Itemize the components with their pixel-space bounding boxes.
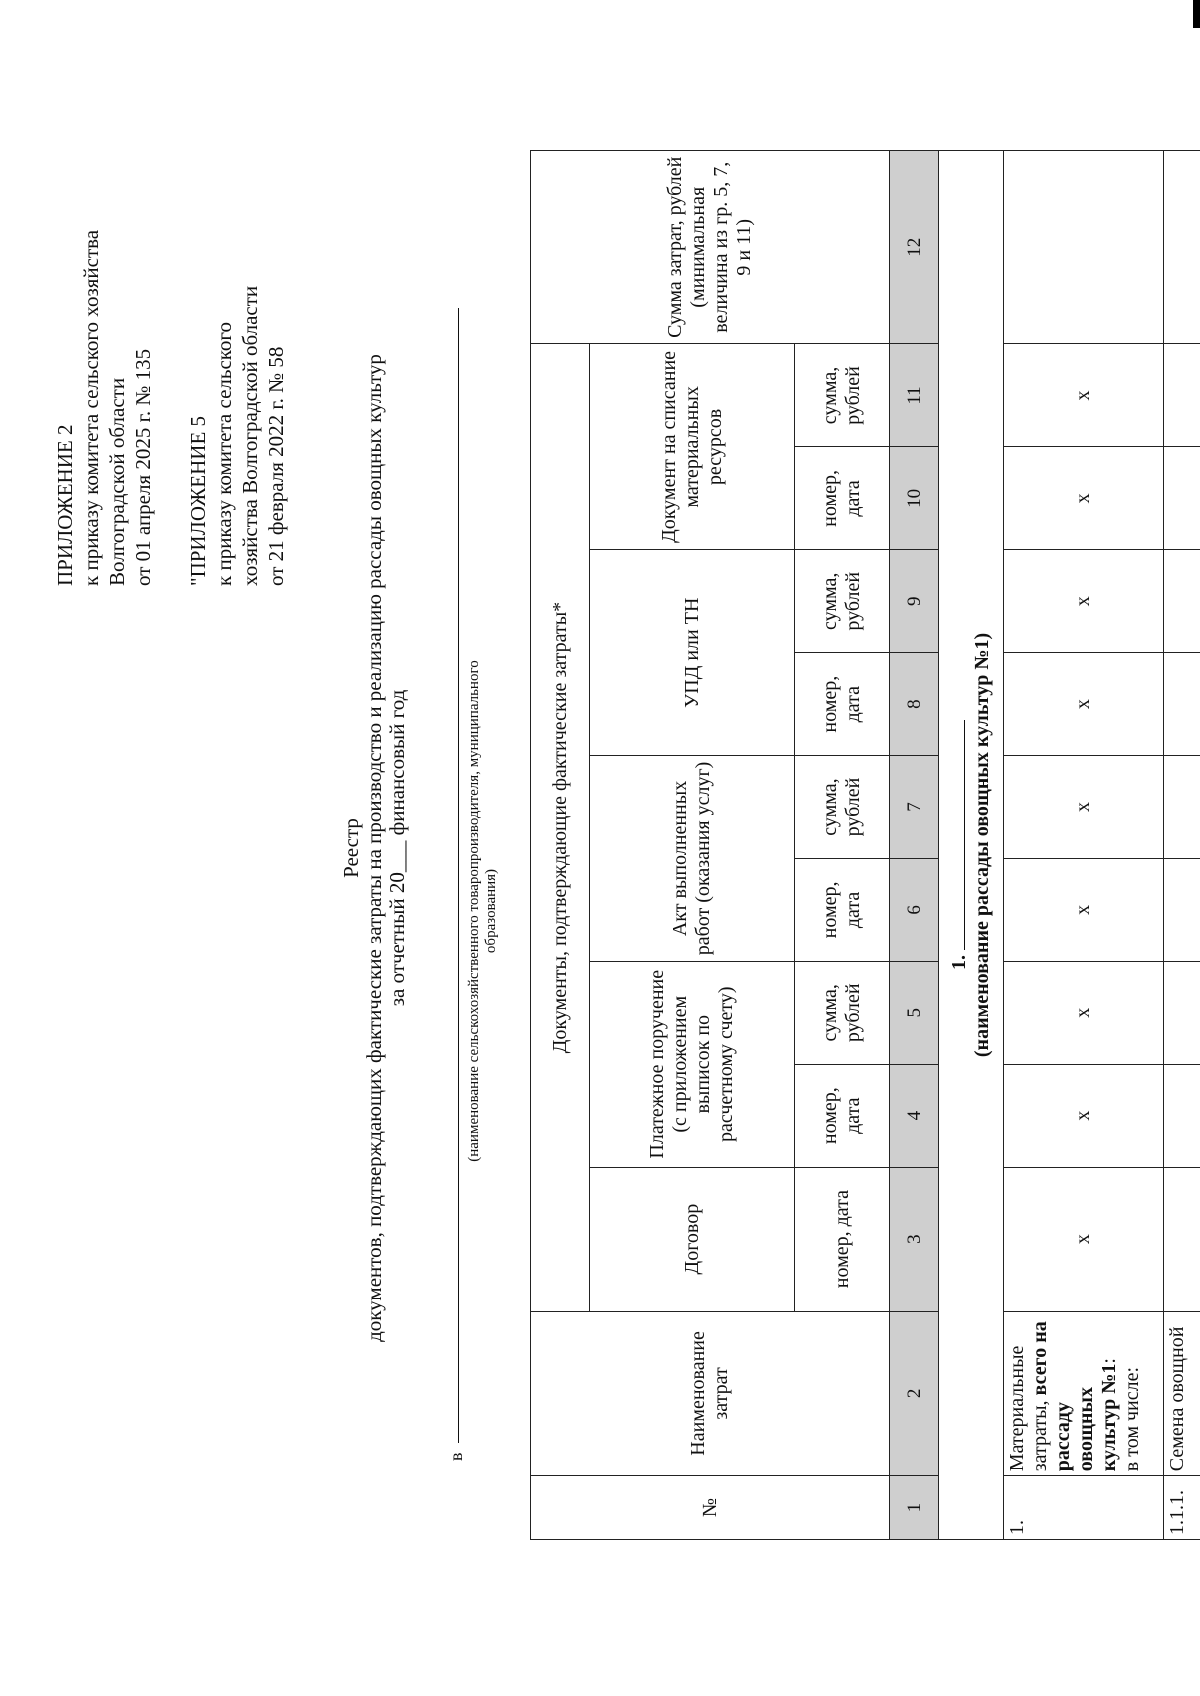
header-col-total: Сумма затрат, рублей (минимальная величина из гр. 5, 7, 9 и 11)	[531, 151, 890, 344]
section-blank-line	[948, 720, 965, 950]
subheader-act-sum: сумма, рублей	[795, 756, 890, 859]
table-cell	[1164, 151, 1200, 344]
row-number: 1.	[1004, 1476, 1164, 1540]
producer-line	[444, 301, 499, 1461]
subheader-act-number-date: номер, дата	[795, 858, 890, 961]
column-number: 9	[890, 550, 939, 653]
table-cell	[1164, 653, 1200, 756]
table-row	[1004, 151, 1164, 1540]
table-cell: x	[1004, 653, 1164, 756]
subheader-writeoff-sum: сумма, рублей	[795, 344, 890, 447]
appendix-2-line-3: от 01 апреля 2025 г. № 135	[131, 348, 155, 586]
table-cell	[1164, 550, 1200, 653]
producer-prefix: в	[446, 1452, 466, 1461]
column-number: 7	[890, 756, 939, 859]
column-number: 11	[890, 344, 939, 447]
register-table	[530, 150, 1200, 1540]
register-title: Реестр	[339, 818, 363, 878]
table-cell	[1164, 756, 1200, 859]
header-col-no: №	[531, 1476, 890, 1540]
row-name-colon: :	[1098, 1358, 1120, 1364]
row-name	[1004, 1311, 1164, 1476]
column-number: 2	[890, 1311, 939, 1476]
row-name-plain: Материальные затраты,	[1006, 1345, 1051, 1472]
table-cell	[1004, 151, 1164, 344]
column-number-row	[890, 151, 939, 1540]
table-cell	[1164, 961, 1200, 1064]
header-col-writeoff: Документ на списание материальных ресурсов	[590, 344, 795, 550]
column-number: 4	[890, 1064, 939, 1167]
header-col-payment: Платежное поручение (с приложением выписок по расчетному счету)	[590, 961, 795, 1167]
subheader-upd-sum: сумма, рублей	[795, 550, 890, 653]
appendix-5-block	[185, 286, 289, 586]
subheader-payment-number-date: номер, дата	[795, 1064, 890, 1167]
column-number: 6	[890, 858, 939, 961]
column-number: 8	[890, 653, 939, 756]
row-name: Семена овощной	[1164, 1311, 1200, 1476]
header-col-name: Наименование затрат	[531, 1311, 890, 1476]
section-heading	[939, 151, 1004, 1540]
table-cell	[1164, 858, 1200, 961]
appendix-5-line-2: хозяйства Волгоградской области	[238, 285, 262, 586]
appendix-5-title: "ПРИЛОЖЕНИЕ 5	[186, 415, 210, 586]
table-cell: x	[1004, 447, 1164, 550]
column-number: 5	[890, 961, 939, 1064]
appendix-5-line-1: к приказу комитета сельского	[212, 321, 236, 586]
row-name-bold: всего на рассаду овощных культур №1	[1029, 1321, 1120, 1472]
column-number: 1	[890, 1476, 939, 1540]
subheader-upd-number-date: номер, дата	[795, 653, 890, 756]
table-cell: x	[1004, 858, 1164, 961]
table-cell	[1164, 344, 1200, 447]
register-subtitle-1: документов, подтверждающих фактические затраты на производство и реализацию рассады овощных культур	[362, 354, 386, 1342]
subheader-writeoff-number-date: номер, дата	[795, 447, 890, 550]
column-number: 12	[890, 151, 939, 344]
appendix-5-line-3: от 21 февраля 2022 г. № 58	[264, 346, 288, 586]
table-cell	[1164, 1167, 1200, 1311]
appendix-2-block	[52, 230, 156, 586]
section-number: 1.	[948, 955, 970, 970]
table-cell: x	[1004, 550, 1164, 653]
table-cell: x	[1004, 961, 1164, 1064]
table-header-row-1	[531, 151, 590, 1540]
table-cell	[1164, 447, 1200, 550]
table-row	[1164, 151, 1200, 1540]
register-subtitle-2: за отчетный 20___ финансовый год	[385, 689, 409, 1007]
row-name-including: в том числе:	[1121, 1366, 1143, 1472]
column-number: 3	[890, 1167, 939, 1311]
table-cell: x	[1004, 756, 1164, 859]
section-caption: (наименование рассады овощных культур №1)	[971, 632, 993, 1058]
table-cell	[1164, 1064, 1200, 1167]
appendix-2-title: ПРИЛОЖЕНИЕ 2	[53, 424, 77, 586]
subheader-payment-sum: сумма, рублей	[795, 961, 890, 1064]
row-number: 1.1.1.	[1164, 1476, 1200, 1540]
producer-caption: (наименование сельскохозяйственного товаропроизводителя, муниципального образования)	[466, 660, 499, 1162]
header-col-upd: УПД или ТН	[590, 550, 795, 756]
table-cell: x	[1004, 344, 1164, 447]
appendix-2-line-2: Волгоградской области	[105, 377, 129, 586]
table-cell: x	[1004, 1167, 1164, 1311]
section-row	[939, 151, 1004, 1540]
table-cell: x	[1004, 1064, 1164, 1167]
column-number: 10	[890, 447, 939, 550]
header-col-contract: Договор	[590, 1167, 795, 1311]
header-col-act: Акт выполненных работ (оказания услуг)	[590, 756, 795, 962]
header-docs-group: Документы, подтверждающие фактические затраты*	[531, 344, 590, 1311]
register-title-block	[340, 0, 409, 1696]
appendix-2-line-1: к приказу комитета сельского хозяйства	[79, 229, 103, 586]
producer-blank-line	[458, 308, 459, 1443]
subheader-contract-number-date: номер, дата	[795, 1167, 890, 1311]
